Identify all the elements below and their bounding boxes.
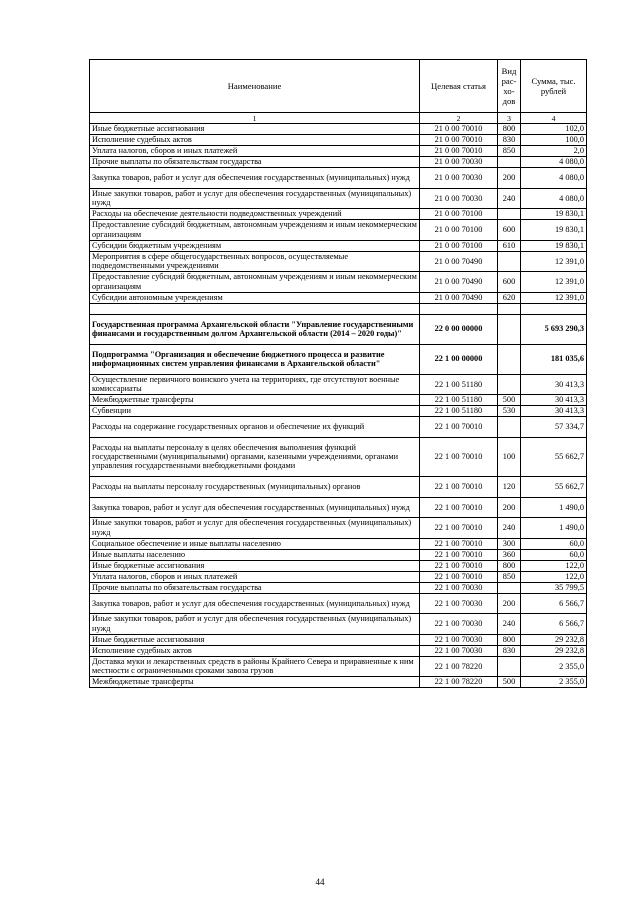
row-vid bbox=[498, 656, 521, 677]
row-vid bbox=[498, 374, 521, 395]
row-sum: 29 232,8 bbox=[521, 645, 587, 656]
row-sum: 2 355,0 bbox=[521, 656, 587, 677]
row-code: 21 0 00 70010 bbox=[420, 146, 498, 157]
table-row bbox=[90, 146, 587, 157]
table-row bbox=[90, 518, 587, 539]
row-sum: 100,0 bbox=[521, 135, 587, 146]
row-sum: 122,0 bbox=[521, 560, 587, 571]
row-vid: 100 bbox=[498, 437, 521, 477]
row-vid: 850 bbox=[498, 571, 521, 582]
row-vid bbox=[498, 582, 521, 593]
row-code: 21 0 00 70030 bbox=[420, 157, 498, 168]
row-code: 21 0 00 70010 bbox=[420, 135, 498, 146]
row-sum: 12 391,0 bbox=[521, 272, 587, 293]
row-sum: 181 035,6 bbox=[521, 344, 587, 374]
row-name: Межбюджетные трансферты bbox=[90, 677, 420, 688]
table-row bbox=[90, 344, 587, 374]
row-code: 21 0 00 70100 bbox=[420, 209, 498, 220]
row-code: 22 1 00 70030 bbox=[420, 634, 498, 645]
row-sum bbox=[521, 303, 587, 314]
row-vid: 800 bbox=[498, 124, 521, 135]
row-vid bbox=[498, 314, 521, 344]
row-code: 21 0 00 70030 bbox=[420, 188, 498, 209]
table-header-row bbox=[90, 60, 587, 113]
row-name: Подпрограмма "Организация и обеспечение бюджетного процесса и развитие информационных систем управления финансами в Архангельской области" bbox=[90, 344, 420, 374]
table-row bbox=[90, 272, 587, 293]
row-code: 21 0 00 70100 bbox=[420, 240, 498, 251]
row-code: 22 1 00 00000 bbox=[420, 344, 498, 374]
row-sum: 60,0 bbox=[521, 538, 587, 549]
row-sum: 12 391,0 bbox=[521, 292, 587, 303]
row-code: 22 1 00 70010 bbox=[420, 571, 498, 582]
budget-table-sheet bbox=[89, 59, 586, 688]
row-name: Социальное обеспечение и иные выплаты населению bbox=[90, 538, 420, 549]
row-name: Государственная программа Архангельской области "Управление государственными финансами и государственным долгом Архангельской области (2014 – 2020 годы)" bbox=[90, 314, 420, 344]
row-name: Прочие выплаты по обязательствам государства bbox=[90, 582, 420, 593]
row-sum: 1 490,0 bbox=[521, 518, 587, 539]
row-code: 22 1 00 70010 bbox=[420, 518, 498, 539]
row-code: 22 1 00 70010 bbox=[420, 417, 498, 438]
row-code: 22 1 00 70010 bbox=[420, 560, 498, 571]
row-sum: 30 413,3 bbox=[521, 374, 587, 395]
row-code: 22 0 00 00000 bbox=[420, 314, 498, 344]
row-name: Уплата налогов, сборов и иных платежей bbox=[90, 146, 420, 157]
row-vid: 500 bbox=[498, 677, 521, 688]
table-row bbox=[90, 157, 587, 168]
row-vid: 300 bbox=[498, 538, 521, 549]
row-vid: 600 bbox=[498, 220, 521, 241]
header-name: Наименование bbox=[90, 60, 420, 113]
table-body bbox=[90, 124, 587, 688]
row-code: 22 1 00 70030 bbox=[420, 645, 498, 656]
row-sum: 6 566,7 bbox=[521, 593, 587, 614]
table-row bbox=[90, 634, 587, 645]
row-name: Иные бюджетные ассигнования bbox=[90, 634, 420, 645]
row-name bbox=[90, 303, 420, 314]
row-name: Исполнение судебных актов bbox=[90, 645, 420, 656]
row-code: 22 1 00 70010 bbox=[420, 497, 498, 518]
row-name: Субсидии бюджетным учреждениям bbox=[90, 240, 420, 251]
row-vid: 600 bbox=[498, 272, 521, 293]
table-row bbox=[90, 593, 587, 614]
table-row bbox=[90, 645, 587, 656]
row-sum: 60,0 bbox=[521, 549, 587, 560]
row-sum: 122,0 bbox=[521, 571, 587, 582]
row-code: 22 1 00 70030 bbox=[420, 582, 498, 593]
row-name: Субсидии автономным учреждениям bbox=[90, 292, 420, 303]
row-code bbox=[420, 303, 498, 314]
row-sum: 1 490,0 bbox=[521, 497, 587, 518]
row-vid: 240 bbox=[498, 614, 521, 635]
row-code: 22 1 00 70010 bbox=[420, 549, 498, 560]
row-code: 21 0 00 70030 bbox=[420, 168, 498, 189]
row-sum: 102,0 bbox=[521, 124, 587, 135]
row-sum: 5 693 290,3 bbox=[521, 314, 587, 344]
row-vid: 200 bbox=[498, 497, 521, 518]
row-vid: 200 bbox=[498, 168, 521, 189]
table-row bbox=[90, 220, 587, 241]
row-vid: 610 bbox=[498, 240, 521, 251]
row-vid: 830 bbox=[498, 135, 521, 146]
table-row bbox=[90, 292, 587, 303]
row-name: Расходы на выплаты персоналу в целях обеспечения выполнения функций государственными (муниципальными) органами, казенными учреждениями, органами управления государственными внебюджетными фондами bbox=[90, 437, 420, 477]
row-name: Иные бюджетные ассигнования bbox=[90, 560, 420, 571]
column-number: 4 bbox=[521, 113, 587, 124]
row-vid: 830 bbox=[498, 645, 521, 656]
row-name: Расходы на содержание государственных органов и обеспечение их функций bbox=[90, 417, 420, 438]
row-sum: 30 413,3 bbox=[521, 406, 587, 417]
column-number-row bbox=[90, 113, 587, 124]
row-code: 22 1 00 51180 bbox=[420, 374, 498, 395]
page-number: 44 bbox=[315, 877, 325, 887]
table-row bbox=[90, 560, 587, 571]
row-vid: 620 bbox=[498, 292, 521, 303]
row-vid: 240 bbox=[498, 188, 521, 209]
row-name: Закупка товаров, работ и услуг для обеспечения государственных (муниципальных) нужд bbox=[90, 168, 420, 189]
table-row bbox=[90, 124, 587, 135]
row-code: 22 1 00 78220 bbox=[420, 677, 498, 688]
table-row bbox=[90, 437, 587, 477]
row-code: 22 1 00 70030 bbox=[420, 614, 498, 635]
row-name: Иные закупки товаров, работ и услуг для обеспечения государственных (муниципальных) нужд bbox=[90, 188, 420, 209]
table-row bbox=[90, 406, 587, 417]
row-name: Исполнение судебных актов bbox=[90, 135, 420, 146]
row-code: 22 1 00 70030 bbox=[420, 593, 498, 614]
table-row bbox=[90, 188, 587, 209]
table-row bbox=[90, 614, 587, 635]
table-row bbox=[90, 477, 587, 498]
row-code: 21 0 00 70010 bbox=[420, 124, 498, 135]
table-row bbox=[90, 251, 587, 272]
row-sum: 35 799,5 bbox=[521, 582, 587, 593]
row-name: Предоставление субсидий бюджетным, автономным учреждениям и иным некоммерческим организациям bbox=[90, 272, 420, 293]
column-number: 2 bbox=[420, 113, 498, 124]
row-vid: 240 bbox=[498, 518, 521, 539]
budget-table bbox=[89, 59, 587, 688]
row-vid: 360 bbox=[498, 549, 521, 560]
row-name: Расходы на обеспечение деятельности подведомственных учреждений bbox=[90, 209, 420, 220]
table-row bbox=[90, 135, 587, 146]
row-name: Мероприятия в сфере общегосударственных вопросов, осуществляемые подведомственными учреждениями bbox=[90, 251, 420, 272]
row-vid bbox=[498, 157, 521, 168]
row-name: Иные закупки товаров, работ и услуг для обеспечения государственных (муниципальных) нужд bbox=[90, 518, 420, 539]
row-vid bbox=[498, 303, 521, 314]
row-name: Субвенции bbox=[90, 406, 420, 417]
row-vid bbox=[498, 251, 521, 272]
row-code: 21 0 00 70100 bbox=[420, 220, 498, 241]
row-name: Межбюджетные трансферты bbox=[90, 395, 420, 406]
row-vid: 850 bbox=[498, 146, 521, 157]
column-number: 3 bbox=[498, 113, 521, 124]
row-code: 21 0 00 70490 bbox=[420, 272, 498, 293]
table-row bbox=[90, 538, 587, 549]
row-name: Предоставление субсидий бюджетным, автономным учреждениям и иным некоммерческим организациям bbox=[90, 220, 420, 241]
table-row bbox=[90, 571, 587, 582]
table-row bbox=[90, 417, 587, 438]
row-name: Осуществление первичного воинского учета на территориях, где отсутствуют военные комиссариаты bbox=[90, 374, 420, 395]
table-row bbox=[90, 549, 587, 560]
row-sum: 4 080,0 bbox=[521, 168, 587, 189]
column-number: 1 bbox=[90, 113, 420, 124]
row-code: 22 1 00 78220 bbox=[420, 656, 498, 677]
row-sum: 4 080,0 bbox=[521, 188, 587, 209]
row-code: 22 1 00 70010 bbox=[420, 437, 498, 477]
table-row bbox=[90, 656, 587, 677]
table-row bbox=[90, 314, 587, 344]
table-row bbox=[90, 240, 587, 251]
row-sum: 55 662,7 bbox=[521, 477, 587, 498]
table-row bbox=[90, 168, 587, 189]
row-vid: 200 bbox=[498, 593, 521, 614]
row-code: 22 1 00 70010 bbox=[420, 477, 498, 498]
header-code: Целевая статья bbox=[420, 60, 498, 113]
row-name: Иные закупки товаров, работ и услуг для обеспечения государственных (муниципальных) нужд bbox=[90, 614, 420, 635]
row-name: Расходы на выплаты персоналу государственных (муниципальных) органов bbox=[90, 477, 420, 498]
row-sum: 19 830,1 bbox=[521, 240, 587, 251]
row-code: 21 0 00 70490 bbox=[420, 292, 498, 303]
row-vid bbox=[498, 417, 521, 438]
row-sum: 12 391,0 bbox=[521, 251, 587, 272]
row-sum: 19 830,1 bbox=[521, 209, 587, 220]
row-vid: 800 bbox=[498, 634, 521, 645]
row-vid: 120 bbox=[498, 477, 521, 498]
row-code: 22 1 00 51180 bbox=[420, 395, 498, 406]
row-code: 21 0 00 70490 bbox=[420, 251, 498, 272]
row-name: Иные бюджетные ассигнования bbox=[90, 124, 420, 135]
table-row bbox=[90, 374, 587, 395]
table-row bbox=[90, 677, 587, 688]
row-code: 22 1 00 70010 bbox=[420, 538, 498, 549]
row-sum: 6 566,7 bbox=[521, 614, 587, 635]
header-vid: Вид рас-хо-дов bbox=[498, 60, 521, 113]
table-row bbox=[90, 209, 587, 220]
table-row bbox=[90, 582, 587, 593]
row-name: Прочие выплаты по обязательствам государства bbox=[90, 157, 420, 168]
row-sum: 2,0 bbox=[521, 146, 587, 157]
row-vid: 500 bbox=[498, 395, 521, 406]
row-sum: 4 080,0 bbox=[521, 157, 587, 168]
row-name: Закупка товаров, работ и услуг для обеспечения государственных (муниципальных) нужд bbox=[90, 497, 420, 518]
row-name: Иные выплаты населению bbox=[90, 549, 420, 560]
row-vid: 800 bbox=[498, 560, 521, 571]
row-sum: 30 413,3 bbox=[521, 395, 587, 406]
row-sum: 57 334,7 bbox=[521, 417, 587, 438]
table-row bbox=[90, 497, 587, 518]
row-name: Доставка муки и лекарственных средств в районы Крайнего Севера и приравненные к ним местности с ограниченными сроками завоза грузов bbox=[90, 656, 420, 677]
row-sum: 19 830,1 bbox=[521, 220, 587, 241]
row-name: Уплата налогов, сборов и иных платежей bbox=[90, 571, 420, 582]
row-vid bbox=[498, 344, 521, 374]
row-code: 22 1 00 51180 bbox=[420, 406, 498, 417]
row-sum: 55 662,7 bbox=[521, 437, 587, 477]
row-name: Закупка товаров, работ и услуг для обеспечения государственных (муниципальных) нужд bbox=[90, 593, 420, 614]
row-vid: 530 bbox=[498, 406, 521, 417]
header-sum: Сумма, тыс. рублей bbox=[521, 60, 587, 113]
row-sum: 29 232,8 bbox=[521, 634, 587, 645]
row-vid bbox=[498, 209, 521, 220]
table-row bbox=[90, 395, 587, 406]
table-spacer-row bbox=[90, 303, 587, 314]
row-sum: 2 355,0 bbox=[521, 677, 587, 688]
